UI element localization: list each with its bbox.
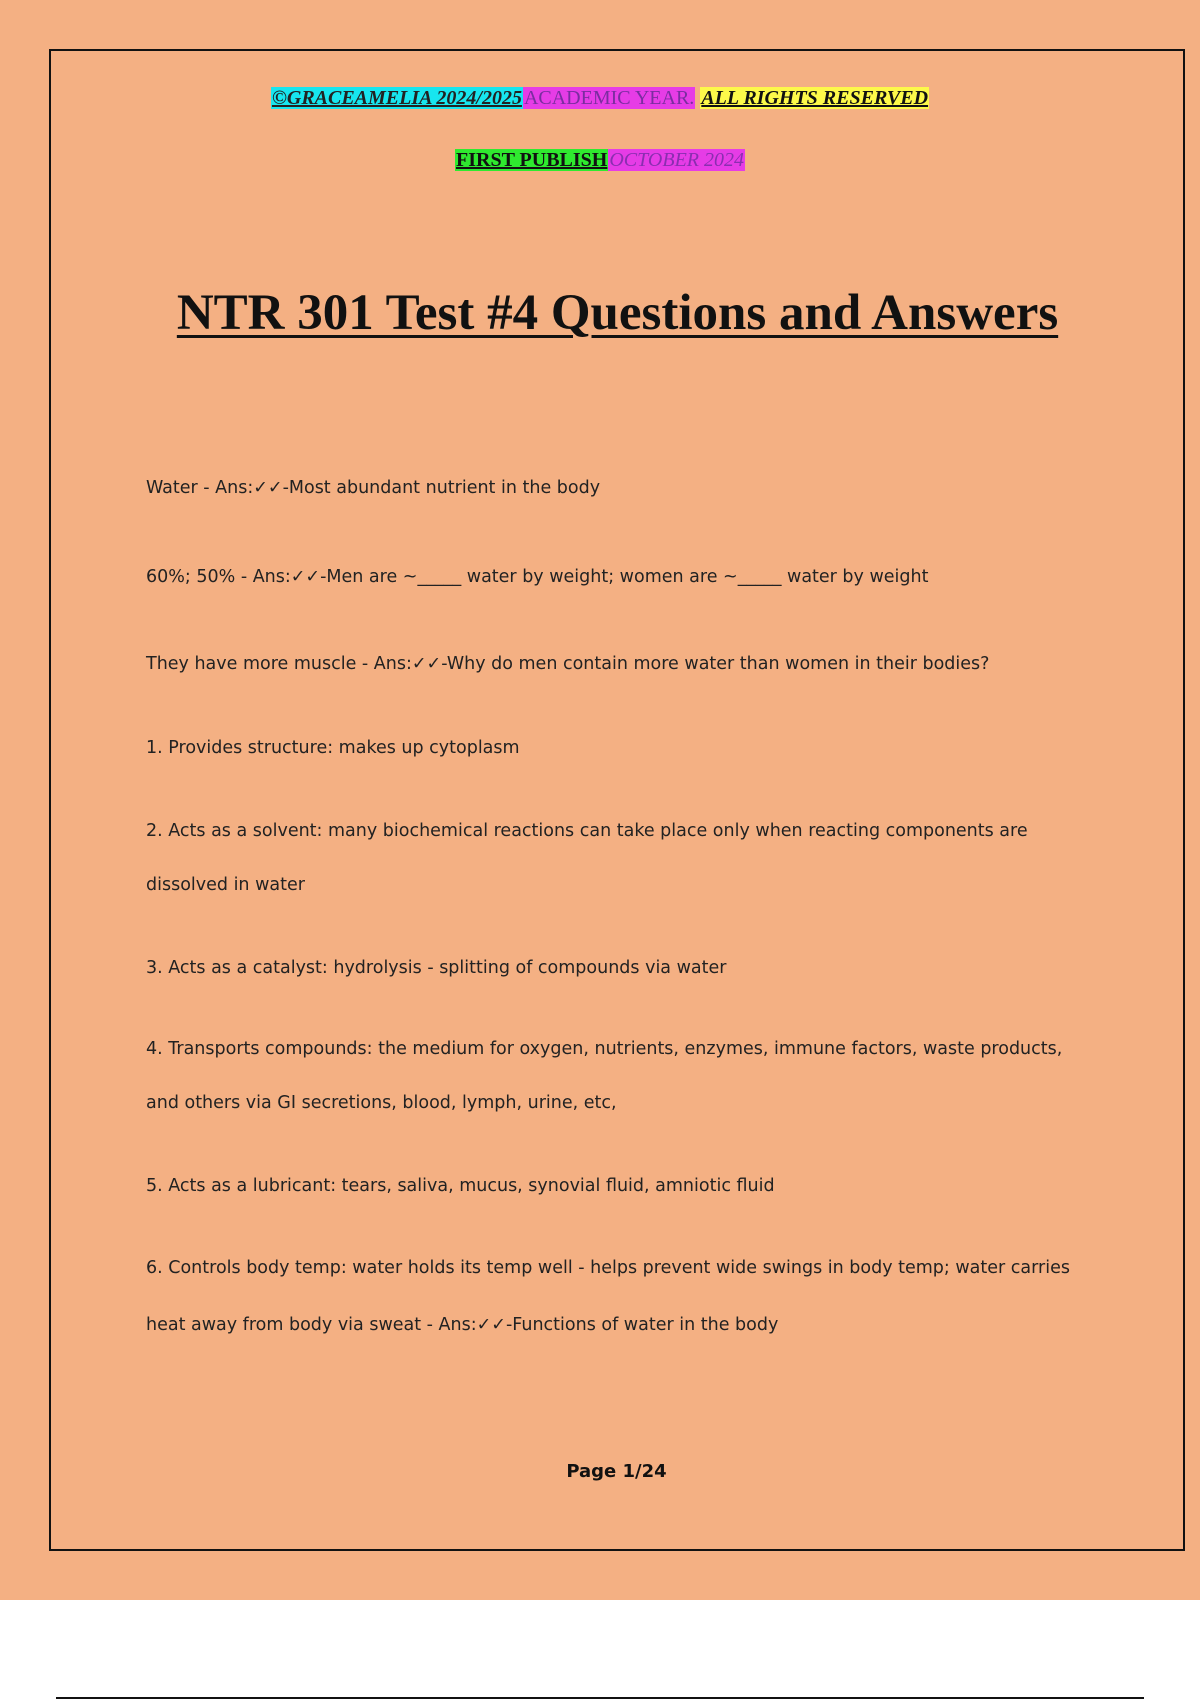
qa-line-percent: 60%; 50% - Ans:✓✓-Men are ~_____ water by weight; women are ~_____ water by weight [146,567,929,587]
first-publish-text: FIRST PUBLISH [456,149,608,171]
qa-line-function-5: 5. Acts as a lubricant: tears, saliva, mucus, synovial fluid, amniotic fluid [146,1176,775,1196]
document-title: NTR 301 Test #4 Questions and Answers [176,285,1059,341]
academic-year-text: ACADEMIC YEAR. [523,87,695,109]
publish-date-text: OCTOBER 2024 [609,149,744,171]
copyright-header [0,86,1200,110]
qa-line-function-6: 6. Controls body temp: water holds its temp well - helps prevent wide swings in body temp; water carries [146,1258,1070,1278]
qa-line-function-4: 4. Transports compounds: the medium for oxygen, nutrients, enzymes, immune factors, waste products, [146,1039,1063,1059]
page-number: Page 1/24 [566,1461,667,1482]
next-page-rule [56,1697,1144,1699]
publish-header [0,148,1200,172]
qa-line-function-3: 3. Acts as a catalyst: hydrolysis - splitting of compounds via water [146,958,727,978]
qa-line-muscle: They have more muscle - Ans:✓✓-Why do men contain more water than women in their bodies? [146,654,990,674]
qa-line-water: Water - Ans:✓✓-Most abundant nutrient in the body [146,478,601,498]
rights-reserved-text: ALL RIGHTS RESERVED [701,87,929,109]
qa-line-function-1: 1. Provides structure: makes up cytoplasm [146,738,520,758]
copyright-text: ©GRACEAMELIA 2024/2025 [271,87,522,109]
qa-line-function-2-cont: dissolved in water [146,875,305,895]
qa-line-function-2: 2. Acts as a solvent: many biochemical reactions can take place only when reacting components are [146,821,1028,841]
qa-line-function-4-cont: and others via GI secretions, blood, lymph, urine, etc, [146,1093,617,1113]
qa-line-function-6-cont: heat away from body via sweat - Ans:✓✓-Functions of water in the body [146,1315,779,1335]
